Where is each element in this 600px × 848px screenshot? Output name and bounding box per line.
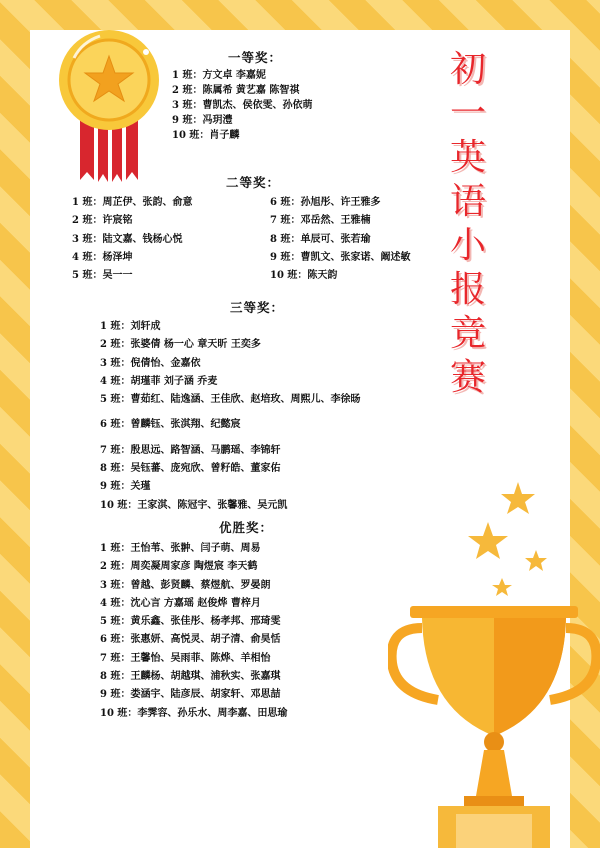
list-item: 1 班：周芷伊、张韵、俞意: [72, 197, 193, 208]
list-item: 5 班：曹茹红、陆逸涵、王佳欣、赵培玫、周熙儿、李徐旸: [100, 394, 361, 406]
star-icon: [525, 550, 547, 571]
list-item: 2 班：周奕凝周家彦 陶煜宸 李天鹤: [100, 561, 258, 573]
list-item: 2 班：许宸铭: [72, 215, 133, 227]
title-char: 语: [449, 181, 486, 222]
title-char: 竞: [449, 313, 486, 354]
excellence-prize-list: [100, 540, 287, 723]
list-item: 8 班：吴钰蕃、庞宛欣、曾籽皓、董家佑: [100, 463, 281, 475]
list-item: 3 班：曾越、彭贤麟、蔡煜航、罗晏朗: [100, 579, 271, 591]
list-item: 3 班：倪倩怡、金嘉依: [100, 357, 201, 369]
list-item: 3 班：曹凯杰、侯依雯、孙依萌: [172, 100, 313, 111]
list-item: 10 班：李霁容、孙乐水、周李嘉、田思瑜: [100, 707, 288, 719]
list-item: 4 班：胡瑾菲 刘子涵 乔麦: [100, 375, 218, 387]
second-prize-list-left: [72, 194, 192, 285]
title-char: 初: [449, 49, 486, 90]
list-item: 8 班：王麟杨、胡越琪、浦秋实、张嘉琪: [100, 671, 281, 683]
list-item: 10 班：王家淇、陈冠宇、张馨雅、吴元凯: [100, 499, 288, 511]
list-item: 6 班：孙旭彤、许王雅多: [270, 197, 381, 208]
list-item: 9 班：曹凯文、张家诺、阚述敏: [270, 251, 411, 263]
excellence-prize-heading: 优胜奖：: [219, 520, 274, 535]
list-item: 7 班：殷思远、路智涵、马鹏瑶、李锦轩: [100, 444, 281, 456]
list-item: 10 班：肖子麟: [172, 130, 240, 141]
list-item: 6 班：曾麟钰、张淇翔、纪懿宸: [100, 419, 241, 431]
list-item: 10 班：陈天韵: [270, 270, 338, 282]
star-icon: [468, 522, 508, 559]
list-item: 8 班：单辰可、张若瑜: [270, 233, 371, 245]
third-prize-list: [100, 318, 360, 515]
medal-icon: [54, 28, 164, 188]
title-char: 报: [449, 269, 486, 310]
title-char: 一: [449, 93, 486, 134]
title-char: 英: [449, 137, 486, 178]
first-prize-heading: 一等奖：: [228, 50, 283, 65]
list-item: 5 班：吴一一: [72, 270, 133, 282]
title-char: 赛: [449, 357, 486, 398]
list-item: 6 班：张惠妍、高悦灵、胡子清、俞昊恬: [100, 634, 281, 646]
title-char: 小: [449, 225, 486, 266]
list-item: 9 班：娄涵宇、陆彦辰、胡家轩、邓思喆: [100, 689, 281, 701]
third-prize-heading: 三等奖：: [230, 300, 285, 315]
list-item: 3 班：陆文嘉、钱杨心悦: [72, 233, 183, 245]
poster-title: [438, 48, 498, 400]
first-prize-list: [172, 68, 312, 143]
star-icon: [492, 578, 512, 596]
list-item: 1 班：刘轩成: [100, 321, 161, 332]
trophy-icon: [388, 478, 600, 848]
list-item: 7 班：王馨怡、吴雨菲、陈烨、羊相怡: [100, 652, 271, 664]
list-item: 7 班：邓岳然、王雅楠: [270, 215, 371, 227]
second-prize-heading: 二等奖：: [226, 175, 281, 190]
star-icon: [501, 482, 535, 514]
list-item: 1 班：王怡苇、张翀、闫子萌、周易: [100, 543, 261, 554]
list-item: 1 班：方文卓 李嘉妮: [172, 70, 266, 81]
list-item: 5 班：黄乐鑫、张佳彤、杨孝邦、邢琦雯: [100, 616, 281, 628]
list-item: 4 班：杨泽坤: [72, 251, 133, 263]
second-prize-list-right: [270, 194, 410, 285]
list-item: 9 班：关瑾: [100, 481, 151, 493]
list-item: 2 班：张婆倩 杨一心 章天昕 王奕多: [100, 339, 261, 351]
list-item: 9 班：冯玥澧: [172, 115, 233, 126]
list-item: 4 班：沈心言 方嘉瑶 赵俊烨 曹梓月: [100, 597, 261, 609]
list-item: 2 班：陈属希 黄艺嘉 陈智祺: [172, 85, 300, 96]
